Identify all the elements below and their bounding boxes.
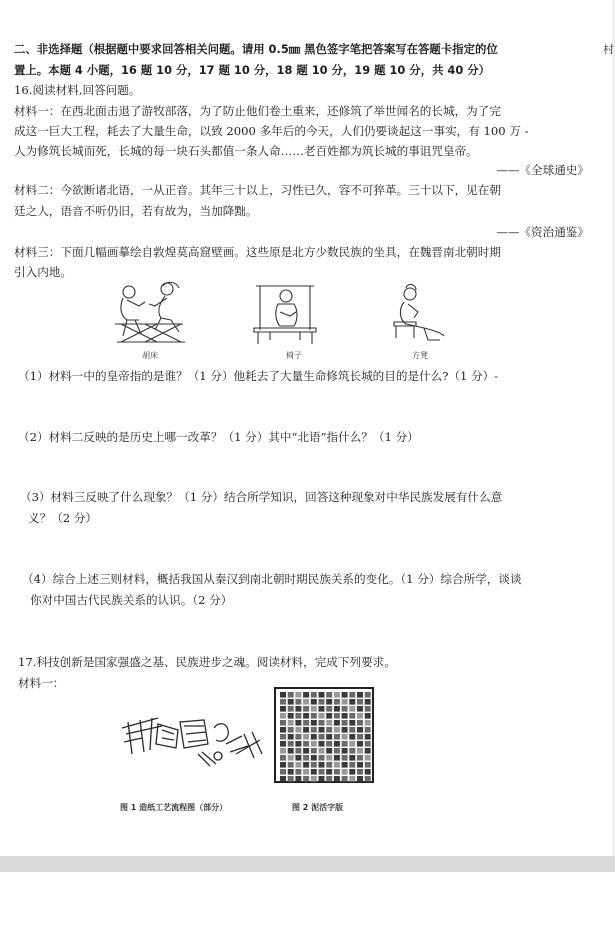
page-bottom-band	[0, 856, 615, 872]
section-heading-line-1: 二、非选择题（根据题中要求回答相关问题。请用 0.5㎜ 黑色签字笔把答案写在答题卡指定的位	[14, 42, 498, 56]
q16-material-1-source: ——《全球通史》	[496, 163, 589, 177]
q16-material-1-line-2: 成这一巨大工程，耗去了大量生命，以致 2000 多年后的今天，人们仍要谈起这一事实，有 100 万 -	[14, 124, 529, 138]
clay-movable-type-plate-icon	[274, 687, 374, 783]
fig-caption-stool: 方凳	[412, 351, 428, 360]
q16-material-1-line-1: 材料一：在西北面击退了游牧部落，为了防止他们卷土重来，还修筑了举世闻名的长城，为了完	[14, 104, 501, 118]
huchuang-mural-figure-icon	[105, 280, 193, 346]
q16-material-2-source: ——《资治通鉴》	[496, 225, 589, 239]
q16-sub-question-4-line-2: 你对中国古代民族关系的认识。（2 分）	[30, 593, 233, 607]
q16-sub-question-3-line-1: （3）材料三反映了什么现象？（1 分）结合所学知识，回答这种现象对中华民族发展有什么意	[20, 490, 503, 504]
fig-1-caption-text: 图 1 造纸工艺流程图（部分）	[120, 803, 228, 812]
q16-sub-question-4-line-1: （4）综合上述三则材料，概括我国从秦汉到南北朝时期民族关系的变化。（1 分）综合所学，谈谈	[22, 572, 522, 586]
q16-material-3-line-2: 引入内地。	[14, 265, 72, 279]
fig-2-caption-text: 图 2 泥活字版	[292, 803, 344, 812]
papermaking-process-figure-icon	[118, 704, 268, 774]
q16-prompt: 16.阅读材料,回答问题。	[14, 83, 141, 97]
q16-material-2-line-1: 材料二：今欲断诸北语，一从正音。其年三十以上，习性已久，容不可猝革。三十以下，见在朝	[14, 183, 501, 197]
q17-material-1-label: 材料一：	[18, 676, 65, 690]
fig-caption-chair: 椅子	[286, 351, 302, 360]
q17-prompt: 17.科技创新是国家强盛之基、民族进步之魂。阅读材料，完成下列要求。	[18, 655, 396, 669]
stool-mural-figure-icon	[388, 282, 448, 346]
chair-mural-figure-icon	[250, 282, 320, 346]
fig-1-caption	[120, 802, 227, 813]
q16-material-2-line-2: 廷之人，语音不听仍旧，若有故为，当加降黜。	[14, 204, 258, 218]
section-heading-line-2: 置上。本题 4 小题，16 题 10 分，17 题 10 分，18 题 10 分，19 题 10 分，共 40 分）	[14, 63, 491, 77]
q16-sub-question-1: （1）材料一中的皇帝指的是谁？（1 分）他耗去了大量生命修筑长城的目的是什么?（1 分）-	[18, 369, 499, 383]
fig-2-caption	[292, 802, 343, 813]
q16-material-1-line-3: 人为修筑长城而死，长城的每一块石头都值一条人命……老百姓都为筑长城的事诅咒皇帝。	[14, 144, 478, 158]
margin-mark: 村	[603, 43, 614, 56]
q16-material-3-line-1: 材料三：下面几幅画摹绘自敦煌莫高窟壁画。这些原是北方少数民族的坐具，在魏晋南北朝时期	[14, 245, 501, 259]
q16-sub-question-3-line-2: 义？（2 分）	[28, 511, 98, 525]
q16-sub-question-2: （2）材料二反映的是历史上哪一改革？（1 分）其中“北语”指什么？（1 分）	[18, 430, 419, 444]
fig-caption-huchuang: 胡床	[142, 351, 158, 360]
